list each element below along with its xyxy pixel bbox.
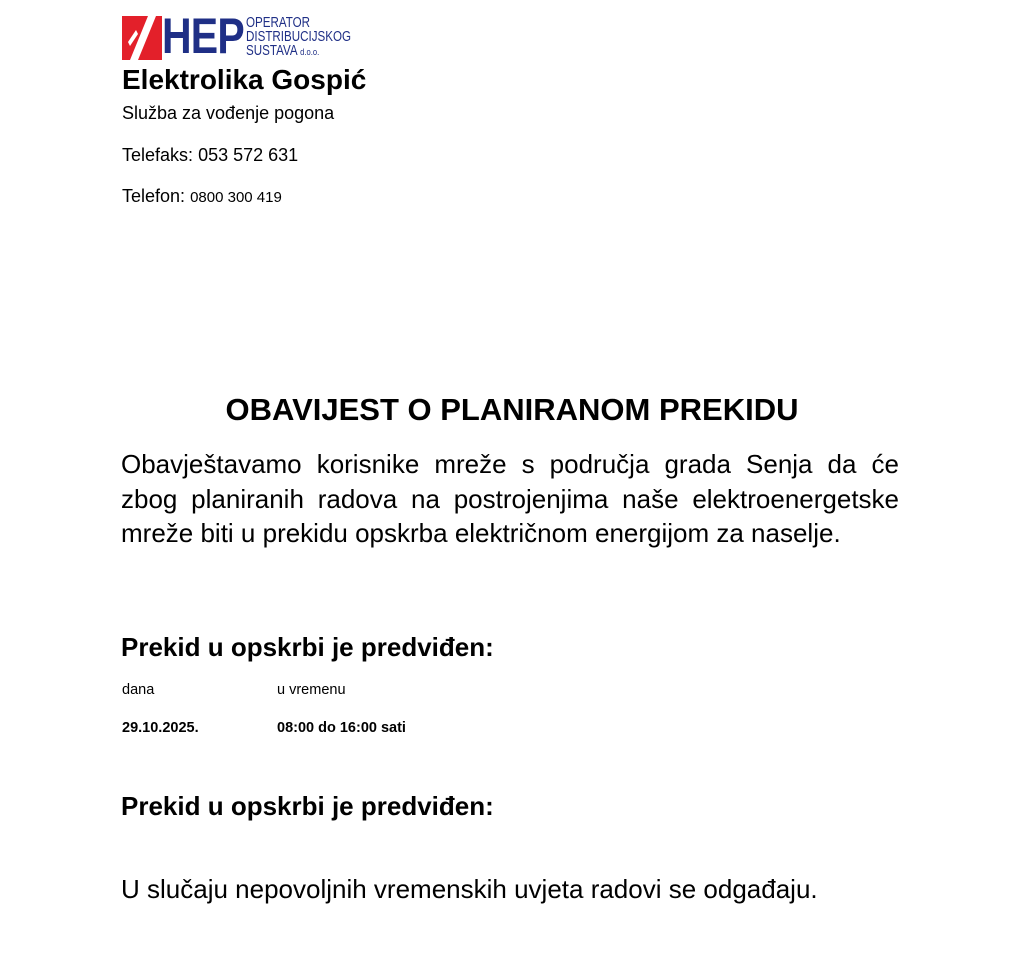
notice-body: Obavještavamo korisnike mreže s područja grada Senja da će zbog planiranih radova na postrojenjima naše elektroenergetske mreže biti u prekidu opskrba električnom energijom za naselje. xyxy=(121,449,899,548)
logo-subtitle-suffix: d.o.o. xyxy=(300,47,320,58)
company-name: Elektrolika Gospić xyxy=(122,64,367,95)
second-heading: Prekid u opskrbi je predviđen: xyxy=(121,791,494,821)
logo-brand: HEP xyxy=(162,8,244,64)
hep-logo xyxy=(122,8,362,64)
schedule-heading: Prekid u opskrbi je predviđen: xyxy=(121,632,494,662)
phone-line xyxy=(122,186,282,207)
date-column-label: dana xyxy=(122,682,155,698)
lightning-bolt-icon xyxy=(122,16,162,60)
fax-line xyxy=(122,145,298,166)
logo-subtitle-line2: DISTRIBUCIJSKOG xyxy=(246,29,352,45)
fax-label: Telefaks: xyxy=(122,145,194,165)
fax-number: 053 572 631 xyxy=(198,145,299,165)
outage-date: 29.10.2025. xyxy=(122,720,199,736)
phone-label: Telefon: xyxy=(122,186,186,206)
department-name: Služba za vođenje pogona xyxy=(122,103,335,123)
logo-subtitle-line3-wrap xyxy=(246,44,351,60)
time-column-label: u vremenu xyxy=(277,682,346,698)
outage-time: 08:00 do 16:00 sati xyxy=(277,720,406,736)
notice-title: OBAVIJEST O PLANIRANOM PREKIDU xyxy=(225,392,799,427)
weather-note: U slučaju nepovoljnih vremenskih uvjeta radovi se odgađaju. xyxy=(121,874,818,904)
logo-subtitle-line1: OPERATOR xyxy=(246,15,311,31)
phone-number: 0800 300 419 xyxy=(190,189,282,206)
logo-subtitle xyxy=(246,16,351,60)
logo-subtitle-line3: SUSTAVA xyxy=(246,43,297,59)
